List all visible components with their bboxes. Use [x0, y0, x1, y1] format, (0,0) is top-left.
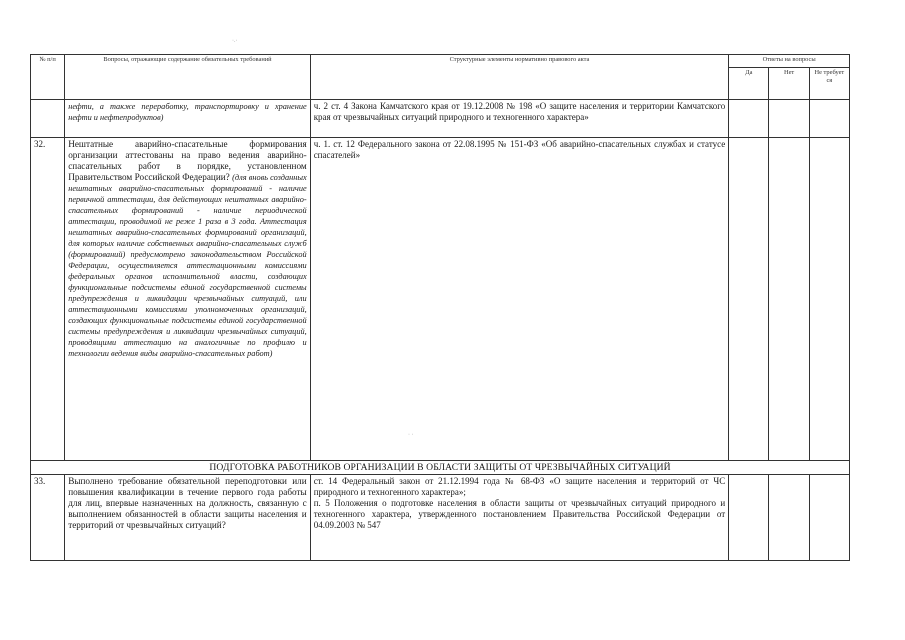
- answer-no-cell[interactable]: [769, 138, 809, 461]
- answer-yes-cell[interactable]: [729, 138, 769, 461]
- requirement-note: (для вновь созданных нештатных аварийно-спасательных формирований - наличие первичной аттестации, для действующих нештатных аварийно-спасательных формирований - наличие периодической аттестации, проводимой не реже 1 раза в 3 года. Аттестация нештатных аварийно-спасательных формирований организаций, для которых наличие собственных аварийно-спасательных служб (формирований) предусмотрено законодательством Российской Федерации, осуществляется аттестационными комиссиями федеральных органов исполнительной власти, создающих функциональные подсистемы единой государственной системы предупреждения и ликвидации чрезвычайных ситуаций, или аттестационными комиссиями уполномоченных организаций, создающих функциональные подсистемы единой государственной системы предупреждения и ликвидации чрезвычайных ситуаций, проводящими аттестацию на аналогичные по профилю и технологии ведения виды аварийно-спасательных работ): [68, 173, 307, 358]
- requirement-cell: [65, 100, 310, 138]
- header-num: № п/п: [31, 55, 65, 100]
- answer-yes-cell[interactable]: [729, 100, 769, 138]
- act-cell: ч. 2 ст. 4 Закона Камчатского края от 19.12.2008 № 198 «О защите населения и территории Камчатского края от чрезвычайных ситуаций природного и техногенного характера»: [310, 100, 729, 138]
- header-not-required: Не требует ся: [809, 68, 849, 100]
- act-reference: ст. 14 Федеральный закон от 21.12.1994 года № 68-ФЗ «О защите населения и территорий от ЧС природного и техногенного характера»;: [313, 476, 726, 497]
- requirement-note: нефти, а также переработку, транспортировку и хранение нефти и нефтепродуктов): [68, 102, 307, 122]
- act-reference: п. 5 Положения о подготовке населения в области защиты от чрезвычайных ситуаций природного и техногенного характера, утвержденного постановлением Правительства Российской Федерации от 04.09.2003 № 547: [313, 498, 726, 530]
- header-yes: Да: [729, 68, 769, 100]
- scan-speck: ·.·: [232, 38, 238, 44]
- header-no: Нет: [769, 68, 809, 100]
- checklist-table: [30, 54, 850, 561]
- answer-no-cell[interactable]: [769, 100, 809, 138]
- header-answers: Ответы на вопросы: [729, 55, 850, 68]
- row-number: 33.: [31, 475, 65, 561]
- act-cell: ч. 1. ст. 12 Федерального закона от 22.08.1995 № 151-ФЗ «Об аварийно-спасательных службах и статусе спасателей»: [310, 138, 729, 461]
- act-cell: [310, 475, 729, 561]
- answer-not-required-cell[interactable]: [809, 138, 849, 461]
- requirement-cell: [65, 138, 310, 461]
- row-number: 32.: [31, 138, 65, 461]
- requirement-cell: Выполнено требование обязательной переподготовки или повышения квалификации в течение первого года работы для лиц, впервые назначенных на должность, связанную с выполнением обязанностей в области защиты населения и территорий от чрезвычайных ситуаций?: [65, 475, 310, 561]
- answer-not-required-cell[interactable]: [809, 475, 849, 561]
- requirement-question: Нештатные аварийно-спасательные формирования организации аттестованы на право ведения аварийно- спасательных работ в порядке, установленном Правительством Российской Федерации?: [68, 139, 307, 182]
- header-row: [31, 55, 850, 68]
- section-title: ПОДГОТОВКА РАБОТНИКОВ ОРГАНИЗАЦИИ В ОБЛАСТИ ЗАЩИТЫ ОТ ЧРЕЗВЫЧАЙНЫХ СИТУАЦИЙ: [31, 461, 850, 475]
- answer-no-cell[interactable]: [769, 475, 809, 561]
- header-requirements: Вопросы, отражающие содержание обязательных требований: [65, 55, 310, 100]
- header-acts: Структурные элементы нормативно правового акта: [310, 55, 729, 100]
- section-row: [31, 461, 850, 475]
- answer-yes-cell[interactable]: [729, 475, 769, 561]
- row-number: [31, 100, 65, 138]
- table-row: [31, 100, 850, 138]
- answer-not-required-cell[interactable]: [809, 100, 849, 138]
- scan-speck: · ·: [408, 432, 414, 438]
- table-row: [31, 138, 850, 461]
- table-row: [31, 475, 850, 561]
